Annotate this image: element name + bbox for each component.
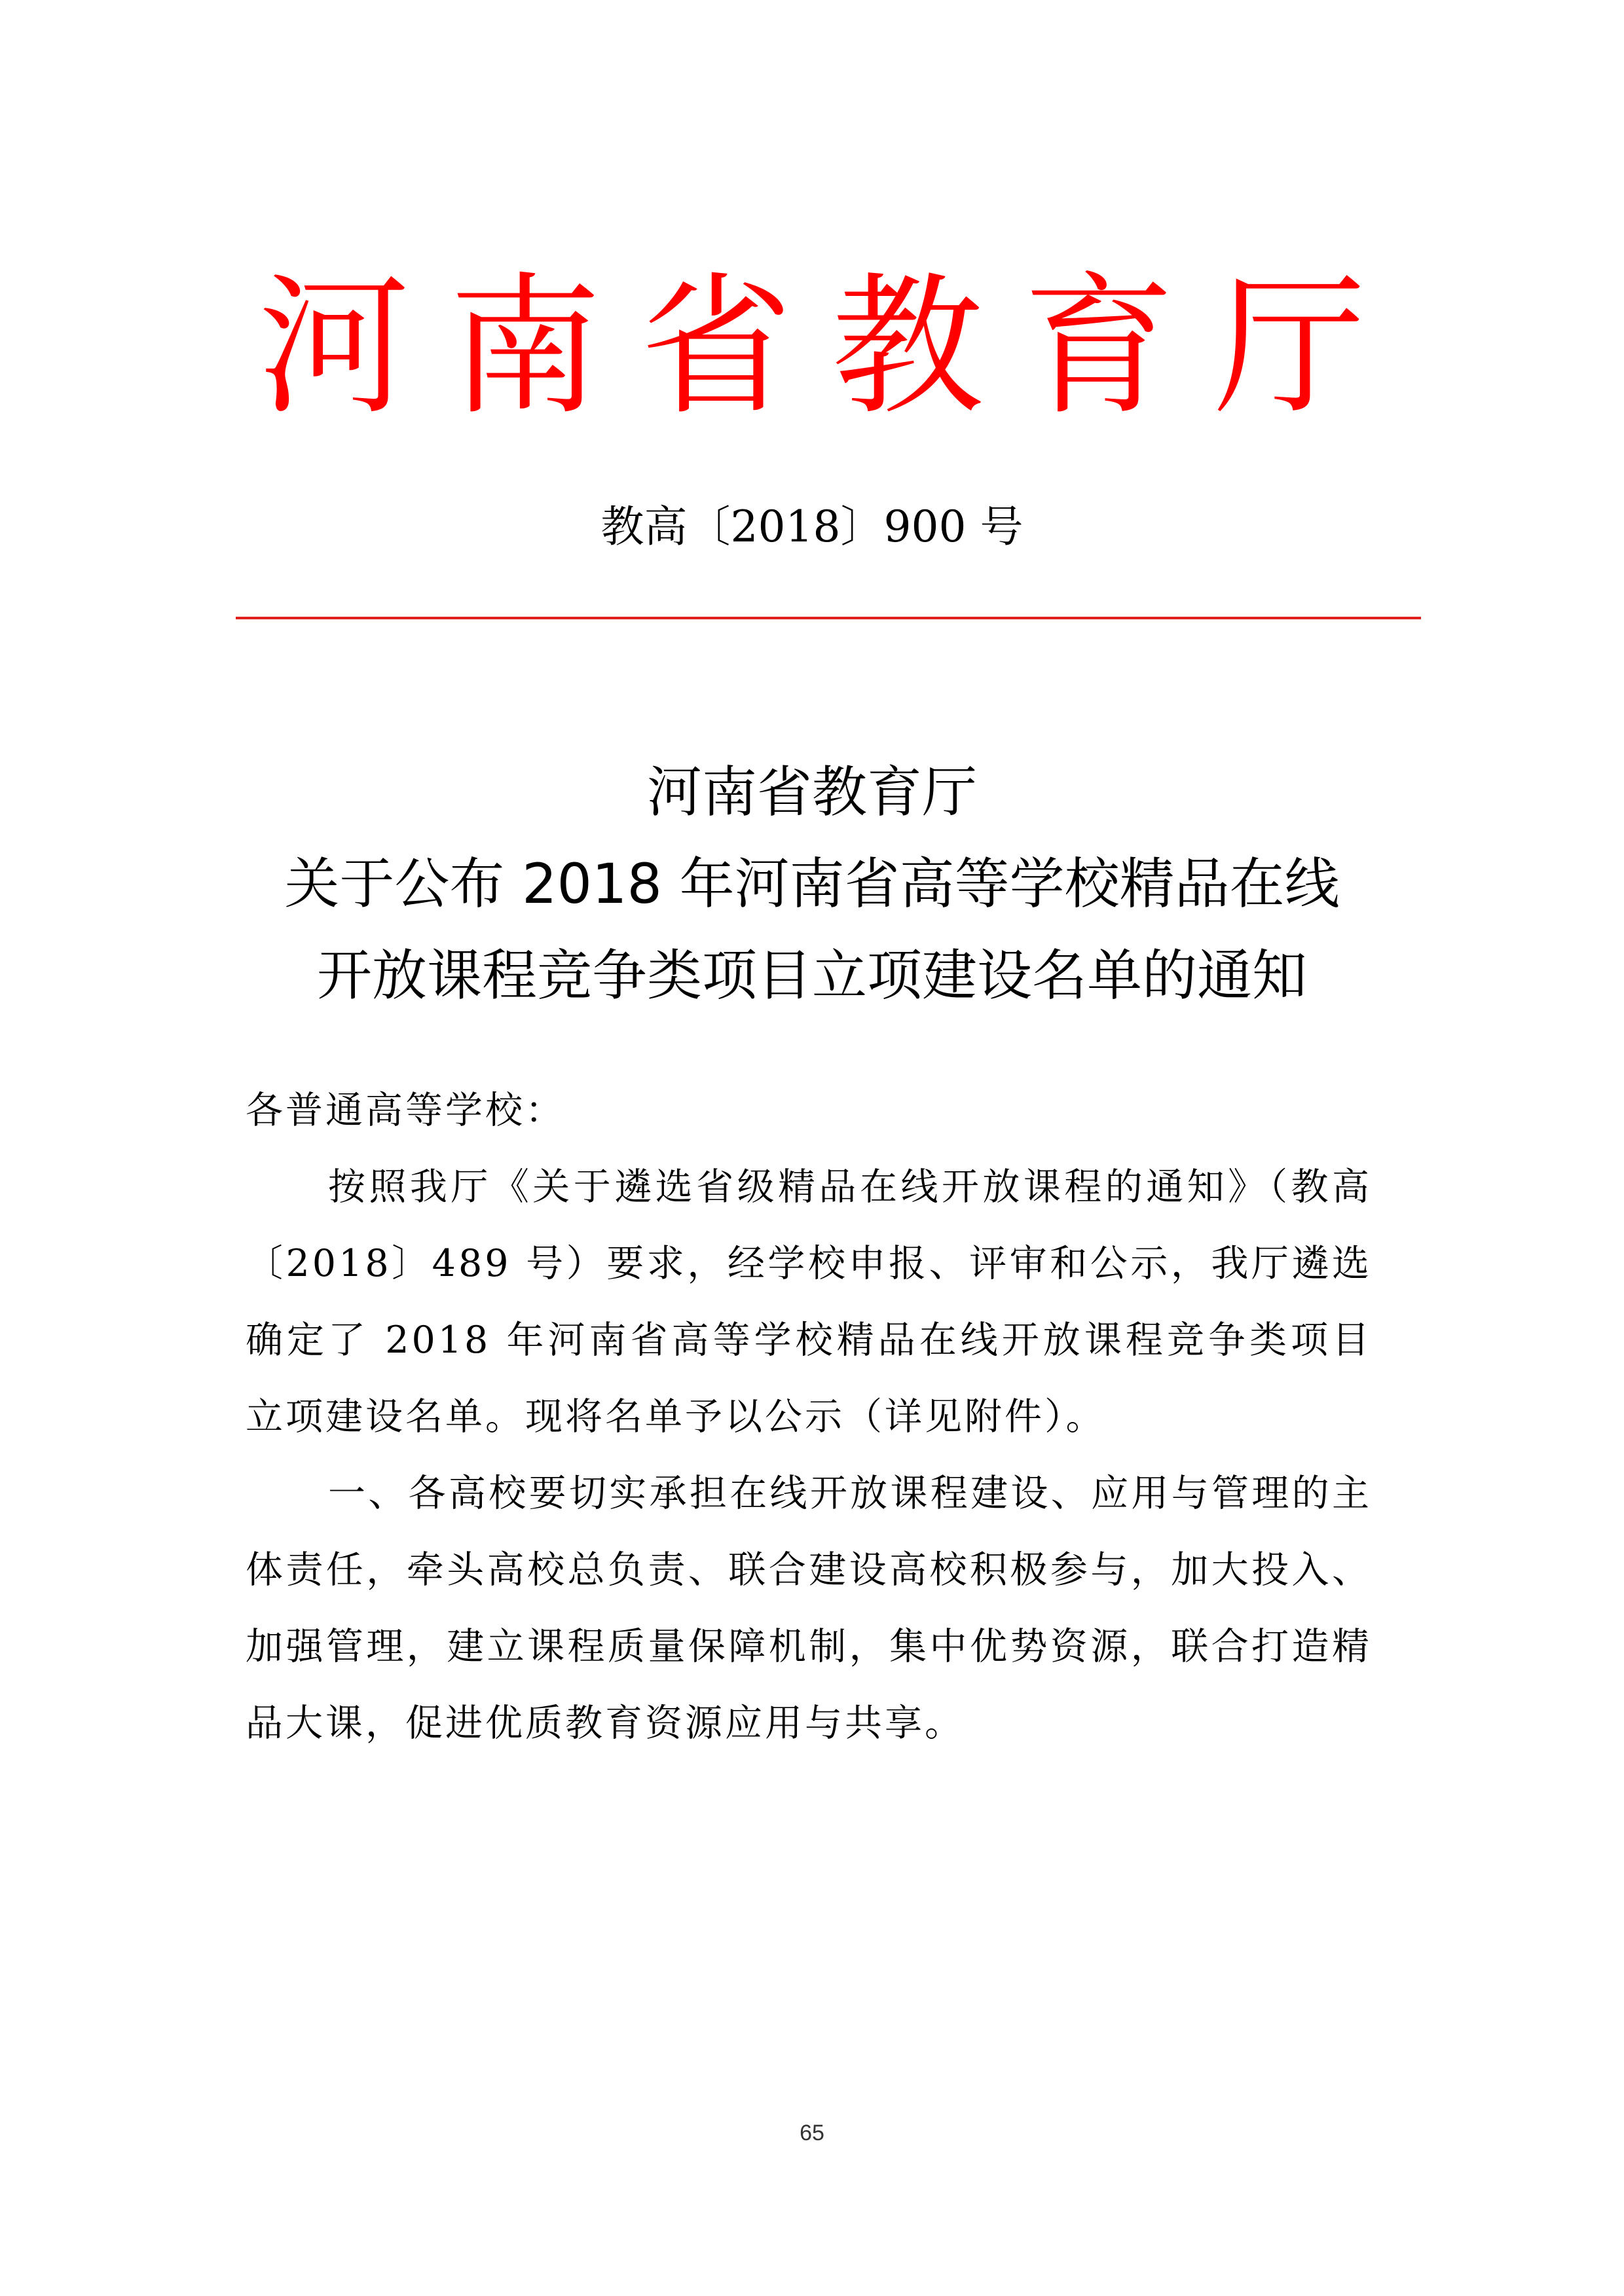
salutation: 各普通高等学校： [246,1089,565,1132]
masthead-title: 河南省教育厅 [257,259,1405,435]
page-number: 65 [800,2121,824,2145]
notice-title-line-3: 开放课程竞争类项目立项建设名单的通知 [316,943,1307,1008]
notice-body [246,1072,1372,1762]
body-paragraph-2: 一、各高校要切实承担在线开放课程建设、应用与管理的主体责任，牵头高校总负责、联合建设高校积极参与，加大投入、加强管理，建立课程质量保障机制，集中优势资源，联合打造精品大课，促进优质教育资源应用与共享。 [246,1472,1372,1745]
notice-title-line-1: 河南省教育厅 [646,760,977,824]
notice-title [196,746,1428,1021]
notice-title-line-2: 关于公布 2018 年河南省高等学校精品在线 [284,852,1340,916]
body-paragraph-1: 按照我厅《关于遴选省级精品在线开放课程的通知》（教高〔2018〕489 号）要求，经学校申报、评审和公示，我厅遴选确定了 2018 年河南省高等学校精品在线开放课程竞争类项目立项建设名单。现将名单予以公示（详见附件）。 [246,1165,1372,1438]
document-number: 教高〔2018〕900 号 [600,501,1024,552]
red-divider-line [236,617,1421,619]
